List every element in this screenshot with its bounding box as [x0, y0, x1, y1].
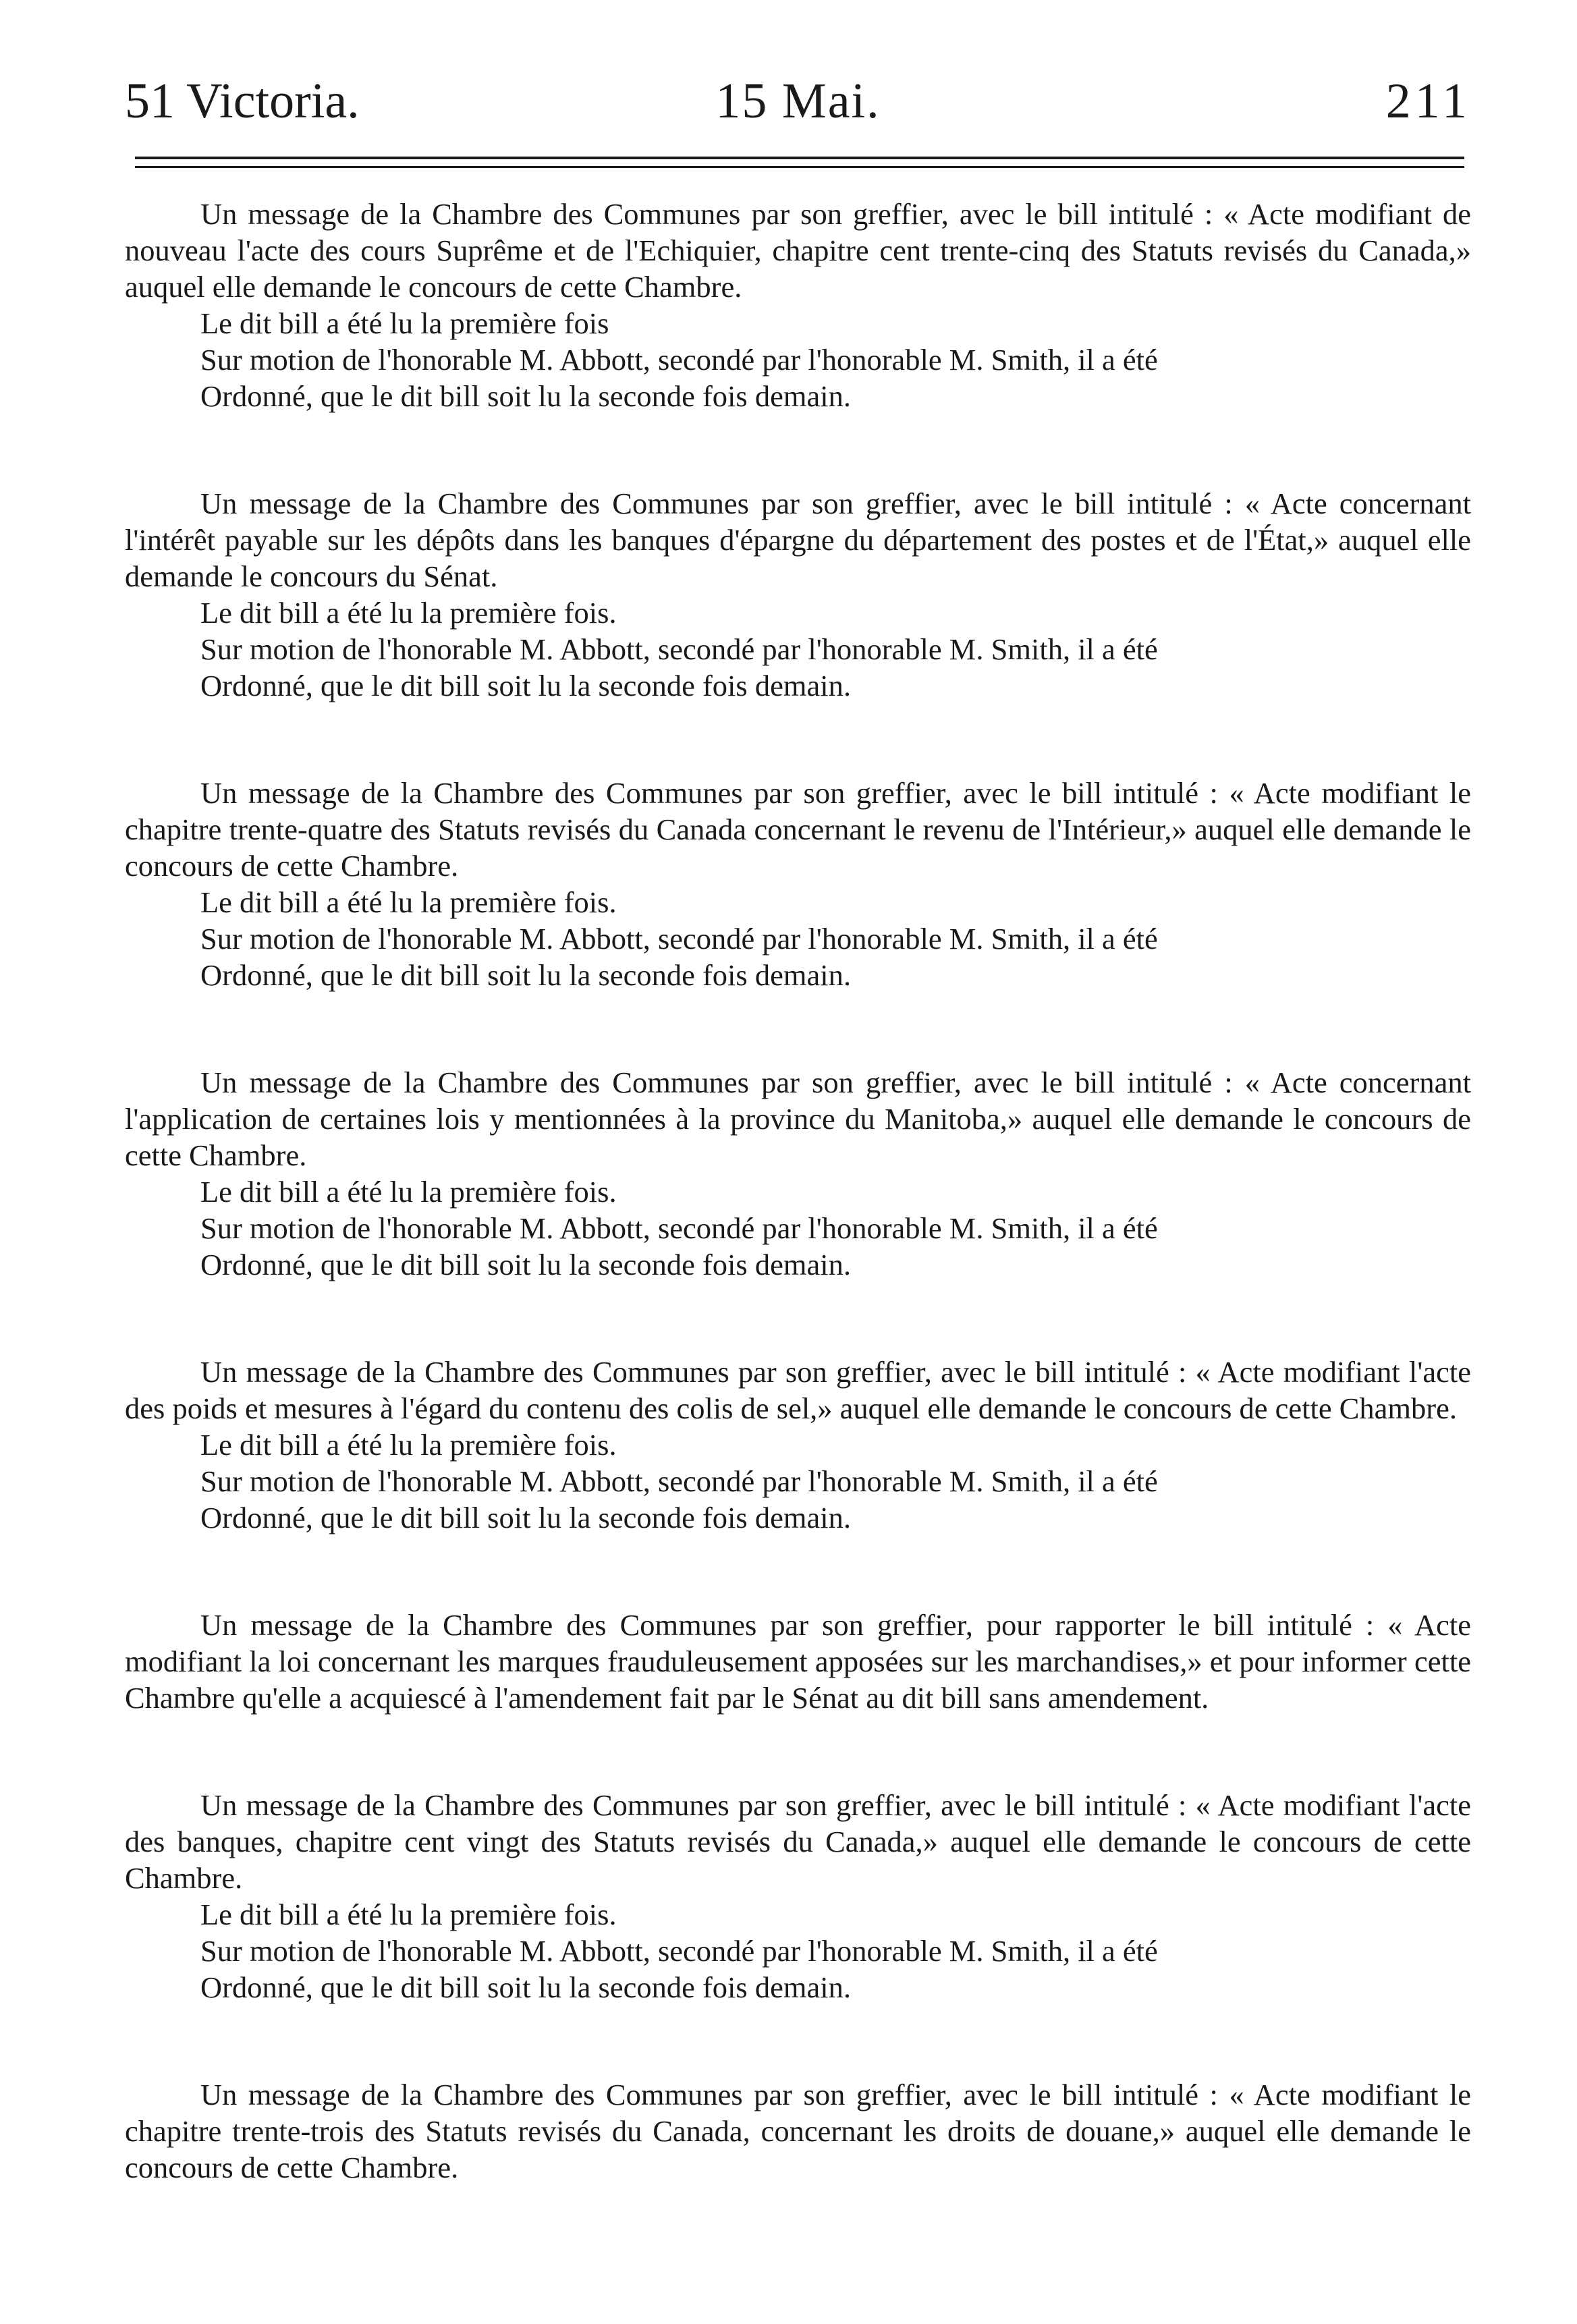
header-rule-bottom	[135, 166, 1464, 168]
entry-message: Un message de la Chambre des Communes par son greffier, avec le bill intitulé : « Acte modifiant le chapitre trente-quatre des Statuts revisés du Canada concernant le revenu de l'Intérieur,» auquel elle demande le concours de cette Chambre.	[125, 776, 1471, 883]
page-number: 211	[1385, 74, 1471, 129]
journal-entry	[125, 196, 1471, 414]
entry-order: Ordonné, que le dit bill soit lu la seconde fois demain.	[200, 1501, 851, 1534]
entry-message: Un message de la Chambre des Communes par son greffier, avec le bill intitulé : « Acte concernant l'intérêt payable sur les dépôts dans les banques d'épargne du département des postes et de l'État,» auquel elle demande le concours du Sénat.	[125, 487, 1471, 593]
entry-message: Un message de la Chambre des Communes par son greffier, pour rapporter le bill intitulé : « Acte modifiant la loi concernant les marques frauduleusement apposées sur les marchandises,» et pour informer cette Chambre qu'elle a acquiescé à l'amendement fait par le Sénat au dit bill sans amendement.	[125, 1608, 1471, 1715]
entry-first-reading: Le dit bill a été lu la première fois.	[200, 1175, 617, 1209]
journal-entry	[125, 1787, 1471, 2005]
entry-motion: Sur motion de l'honorable M. Abbott, secondé par l'honorable M. Smith, il a été	[200, 1464, 1158, 1498]
entry-motion: Sur motion de l'honorable M. Abbott, secondé par l'honorable M. Smith, il a été	[200, 1934, 1158, 1968]
journal-entry	[125, 1607, 1471, 1716]
journal-entry	[125, 2076, 1471, 2186]
journal-body	[125, 196, 1471, 2257]
entry-first-reading: Le dit bill a été lu la première fois	[200, 306, 609, 340]
entry-motion: Sur motion de l'honorable M. Abbott, secondé par l'honorable M. Smith, il a été	[200, 1211, 1158, 1245]
entry-order: Ordonné, que le dit bill soit lu la seconde fois demain.	[200, 379, 851, 413]
entry-order: Ordonné, que le dit bill soit lu la seconde fois demain.	[200, 669, 851, 702]
entry-message: Un message de la Chambre des Communes par son greffier, avec le bill intitulé : « Acte modifiant le chapitre trente-trois des Statuts revisés du Canada, concernant les droits de douane,» auquel elle demande le concours de cette Chambre.	[125, 2078, 1471, 2184]
entry-first-reading: Le dit bill a été lu la première fois.	[200, 596, 617, 630]
journal-entry	[125, 485, 1471, 704]
entry-message: Un message de la Chambre des Communes par son greffier, avec le bill intitulé : « Acte modifiant l'acte des poids et mesures à l'égard du contenu des colis de sel,» auquel elle demande le concours de cette Chambre.	[125, 1355, 1471, 1425]
journal-entry	[125, 1064, 1471, 1283]
entry-order: Ordonné, que le dit bill soit lu la seconde fois demain.	[200, 1248, 851, 1281]
journal-entry	[125, 1354, 1471, 1536]
journal-entry	[125, 775, 1471, 993]
entry-motion: Sur motion de l'honorable M. Abbott, secondé par l'honorable M. Smith, il a été	[200, 922, 1158, 956]
page-header	[125, 71, 1471, 132]
entry-first-reading: Le dit bill a été lu la première fois.	[200, 1428, 617, 1462]
header-session: 51 Victoria.	[125, 74, 360, 129]
entry-order: Ordonné, que le dit bill soit lu la seconde fois demain.	[200, 1970, 851, 2004]
entry-message: Un message de la Chambre des Communes par son greffier, avec le bill intitulé : « Acte modifiant de nouveau l'acte des cours Suprême et de l'Echiquier, chapitre cent trente-cinq des Statuts revisés du Canada,» auquel elle demande le concours de cette Chambre.	[125, 197, 1471, 304]
entry-first-reading: Le dit bill a été lu la première fois.	[200, 1898, 617, 1931]
entry-order: Ordonné, que le dit bill soit lu la seconde fois demain.	[200, 958, 851, 992]
header-date: 15 Mai.	[715, 74, 881, 129]
entry-message: Un message de la Chambre des Communes par son greffier, avec le bill intitulé : « Acte modifiant l'acte des banques, chapitre cent vingt des Statuts revisés du Canada,» auquel elle demande le concours de cette Chambre.	[125, 1788, 1471, 1895]
header-rule-top	[135, 157, 1464, 159]
entry-motion: Sur motion de l'honorable M. Abbott, secondé par l'honorable M. Smith, il a été	[200, 343, 1158, 377]
entry-first-reading: Le dit bill a été lu la première fois.	[200, 885, 617, 919]
entry-message: Un message de la Chambre des Communes par son greffier, avec le bill intitulé : « Acte concernant l'application de certaines lois y mentionnées à la province du Manitoba,» auquel elle demande le concours de cette Chambre.	[125, 1066, 1471, 1172]
entry-motion: Sur motion de l'honorable M. Abbott, secondé par l'honorable M. Smith, il a été	[200, 632, 1158, 666]
